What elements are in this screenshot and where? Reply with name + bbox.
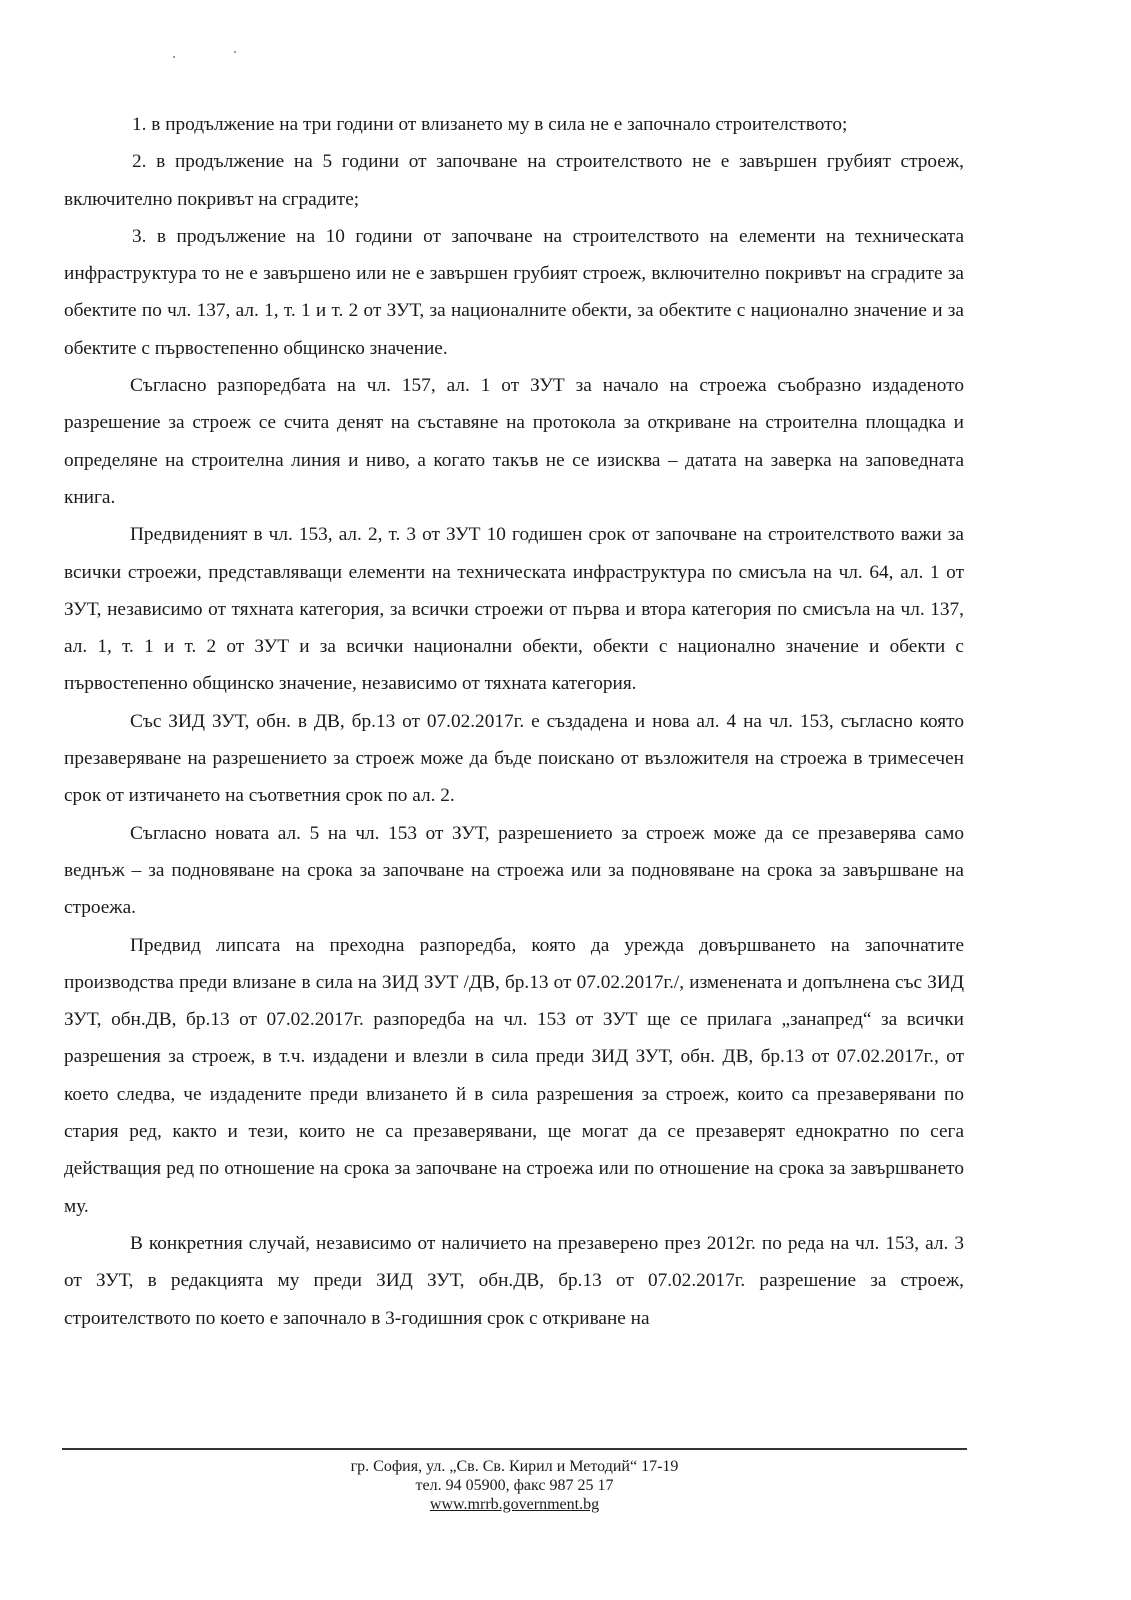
paragraph-new-para-5: Съгласно новата ал. 5 на чл. 153 от ЗУТ, разрешението за строеж може да се презаверява само веднъж – за подновяване на срока за започване на строежа или за подновяване на срока за завършване на строежа. [64,822,964,919]
paragraph-start-of-construction: Съгласно разпоредбата на чл. 157, ал. 1 от ЗУТ за начало на строежа съобразно издаденото разрешение за строеж се счита денят на съставяне на протокола за откриване на строителна площадка и определяне на строителна линия и ниво, а когато такъв не се изисква – датата на заверка на заповедната книга. [64,375,964,508]
paragraph-ten-year-term: Предвиденият в чл. 153, ал. 2, т. 3 от ЗУТ 10 годишен срок от започване на строителството важи за всички строежи, представляващи елементи на техническата инфраструктура по смисъла на чл. 64, ал. 1 от ЗУТ, независимо от тяхната категория, за всички строежи от първа и втора категория по смисъла на чл. 137, ал. 1, т. 1 и т. 2 от ЗУТ и за всички национални обекти, обекти с национално значение и обекти с първостепенно общинско значение, независимо от тяхната категория. [64,524,964,695]
list-item-3: 3. в продължение на 10 години от започване на строителството на елементи на техническата инфраструктура то не е завършено или не е завършен грубият строеж, включително покривът на сградите за обектите по чл. 137, ал. 1, т. 1 и т. 2 от ЗУТ, за националните обекти, за обектите с национално значение и за обектите с първостепенно общинско значение. [64,225,964,359]
footer [62,1457,967,1514]
footer-phone-fax: тел. 94 05900, факс 987 25 17 [415,1477,614,1494]
footer-divider [62,1448,967,1450]
list-item-2: 2. в продължение на 5 години от започване на строителството не е завършен грубият строеж, включително покривът на сградите; [64,151,964,210]
footer-website-link[interactable]: www.mrrb.government.bg [429,1496,600,1513]
paragraph-specific-case: В конкретния случай, независимо от наличието на презаверено през 2012г. по реда на чл. 153, ал. 3 от ЗУТ, в редакцията му преди ЗИД ЗУТ, обн.ДВ, бр.13 от 07.02.2017г. разрешение за строеж, строителството по което е започнало в 3-годишния срок с откриване на [64,1232,964,1329]
list-item-1: 1. в продължение на три години от влизането му в сила не е започнало строителството; [132,114,848,135]
footer-address: гр. София, ул. „Св. Св. Кирил и Методий“ 17-19 [350,1458,679,1475]
scan-speck [234,51,236,53]
paragraph-transitional-provision: Предвид липсата на преходна разпоредба, която да урежда довършването на започнатите производства преди влизане в сила на ЗИД ЗУТ /ДВ, бр.13 от 07.02.2017г./, изменената и допълнена със ЗИД ЗУТ, обн.ДВ, бр.13 от 07.02.2017г. разпоредба на чл. 153 от ЗУТ ще се прилага „занапред“ за всички разрешения за строеж, в т.ч. издадени и влезли в сила преди ЗИД ЗУТ, обн. ДВ, бр.13 от 07.02.2017г., от което следва, че издадените преди влизането й в сила разрешения за строеж, които са презаверявани по стария ред, както и тези, които не са презаверявани, ще могат да се презаверят еднократно по сега действащия ред по отношение на срока за започване на строежа или по отношение на срока за завършването му. [64,934,964,1217]
paragraph-new-para-4: Със ЗИД ЗУТ, обн. в ДВ, бр.13 от 07.02.2017г. е създадена и нова ал. 4 на чл. 153, съгласно която презаверяване на разрешението за строеж може да бъде поискано от възложителя на строежа в тримесечен срок от изтичането на съответния срок по ал. 2. [64,710,964,807]
body-text [64,106,964,1337]
scan-speck [173,56,175,58]
